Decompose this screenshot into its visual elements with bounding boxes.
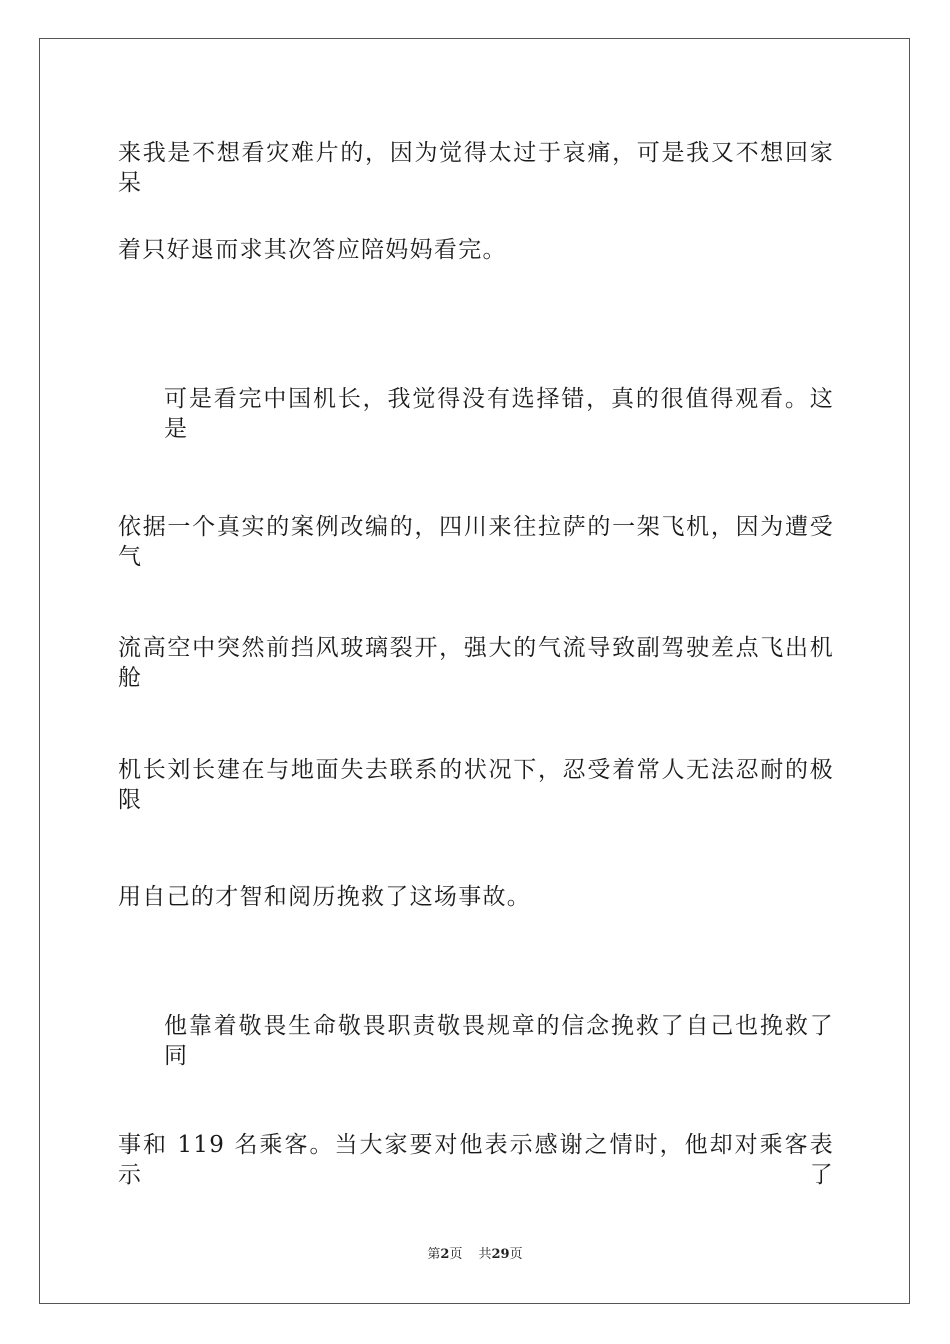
page-number: 2 <box>440 1247 450 1262</box>
total-prefix: 共 <box>478 1247 492 1262</box>
text-line: 事和 119 名乘客。当大家要对他表示感谢之情时，他却对乘客表示了 <box>118 1132 834 1188</box>
page-footer <box>0 1246 950 1264</box>
text-line: 流高空中突然前挡风玻璃裂开，强大的气流导致副驾驶差点飞出机舱 <box>118 635 834 691</box>
page-prefix: 第 <box>427 1247 441 1262</box>
page-suffix: 页 <box>449 1247 463 1262</box>
text-line: 来我是不想看灾难片的，因为觉得太过于哀痛，可是我又不想回家呆 <box>118 140 834 196</box>
text-line: 用自己的才智和阅历挽救了这场事故。 <box>118 884 532 910</box>
text-line-indented: 可是看完中国机长，我觉得没有选择错，真的很值得观看。这是 <box>164 386 834 442</box>
text-line: 机长刘长建在与地面失去联系的状况下，忍受着常人无法忍耐的极限 <box>118 757 834 813</box>
total-suffix: 页 <box>509 1247 523 1262</box>
total-pages: 29 <box>491 1247 510 1262</box>
text-line: 依据一个真实的案例改编的，四川来往拉萨的一架飞机，因为遭受气 <box>118 514 834 570</box>
text-line: 着只好退而求其次答应陪妈妈看完。 <box>118 237 507 263</box>
text-line-indented: 他靠着敬畏生命敬畏职责敬畏规章的信念挽救了自己也挽救了同 <box>164 1013 834 1069</box>
